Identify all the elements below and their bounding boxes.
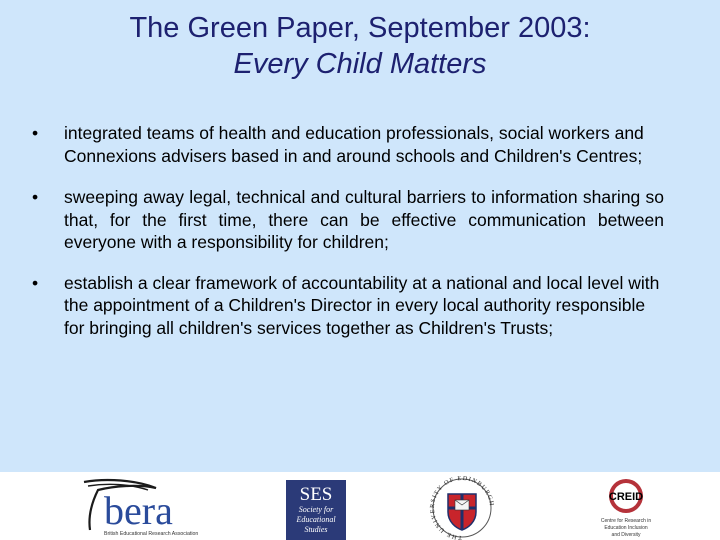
bullet-item (28, 272, 664, 340)
university-ring-text: THE UNIVERSITY OF EDINBURGH (428, 476, 496, 540)
creid-line-3: and Diversity (611, 532, 641, 538)
creid-logo (590, 476, 662, 540)
title-line-2: Every Child Matters (233, 48, 487, 80)
university-crest-logo (428, 476, 496, 540)
bullet-dot-icon: • (32, 187, 39, 207)
bullet-text: sweeping away legal, technical and cultural barriers to information sharing so that, for the first time, there can be effective communication between everyone with a responsibility for children; (64, 187, 664, 252)
creid-line-2: Education Inclusion (604, 525, 648, 531)
ses-line-2: Educational (296, 515, 336, 524)
bullet-item (28, 122, 664, 167)
creid-line-1: Centre for Research in (600, 518, 652, 524)
ses-line-1: Society for (298, 505, 334, 514)
bera-tagline: British Educational Research Association (104, 531, 199, 537)
bullet-dot-icon: • (32, 123, 39, 143)
slide-title (0, 10, 720, 82)
bullet-list (28, 122, 664, 339)
ses-abbr: SES (299, 484, 333, 505)
bullet-dot-icon: • (32, 272, 39, 293)
creid-abbr: CREID (608, 491, 644, 503)
bera-wordmark: bera (104, 488, 173, 533)
logo-strip (0, 472, 720, 540)
bullet-text: integrated teams of health and education professionals, social workers and Connexions advisers based in and around schools and Children's Centres; (64, 123, 644, 166)
ses-line-3: Studies (304, 525, 328, 534)
ses-logo (286, 480, 346, 540)
bera-logo (78, 478, 204, 538)
bullet-item (28, 186, 664, 254)
title-line-1: The Green Paper, September 2003: (129, 12, 591, 44)
bullet-text: establish a clear framework of accountability at a national and local level with the appointment of a Children's Director in every local authority responsible for bringing all children's services together as Children's Trusts; (64, 272, 660, 338)
